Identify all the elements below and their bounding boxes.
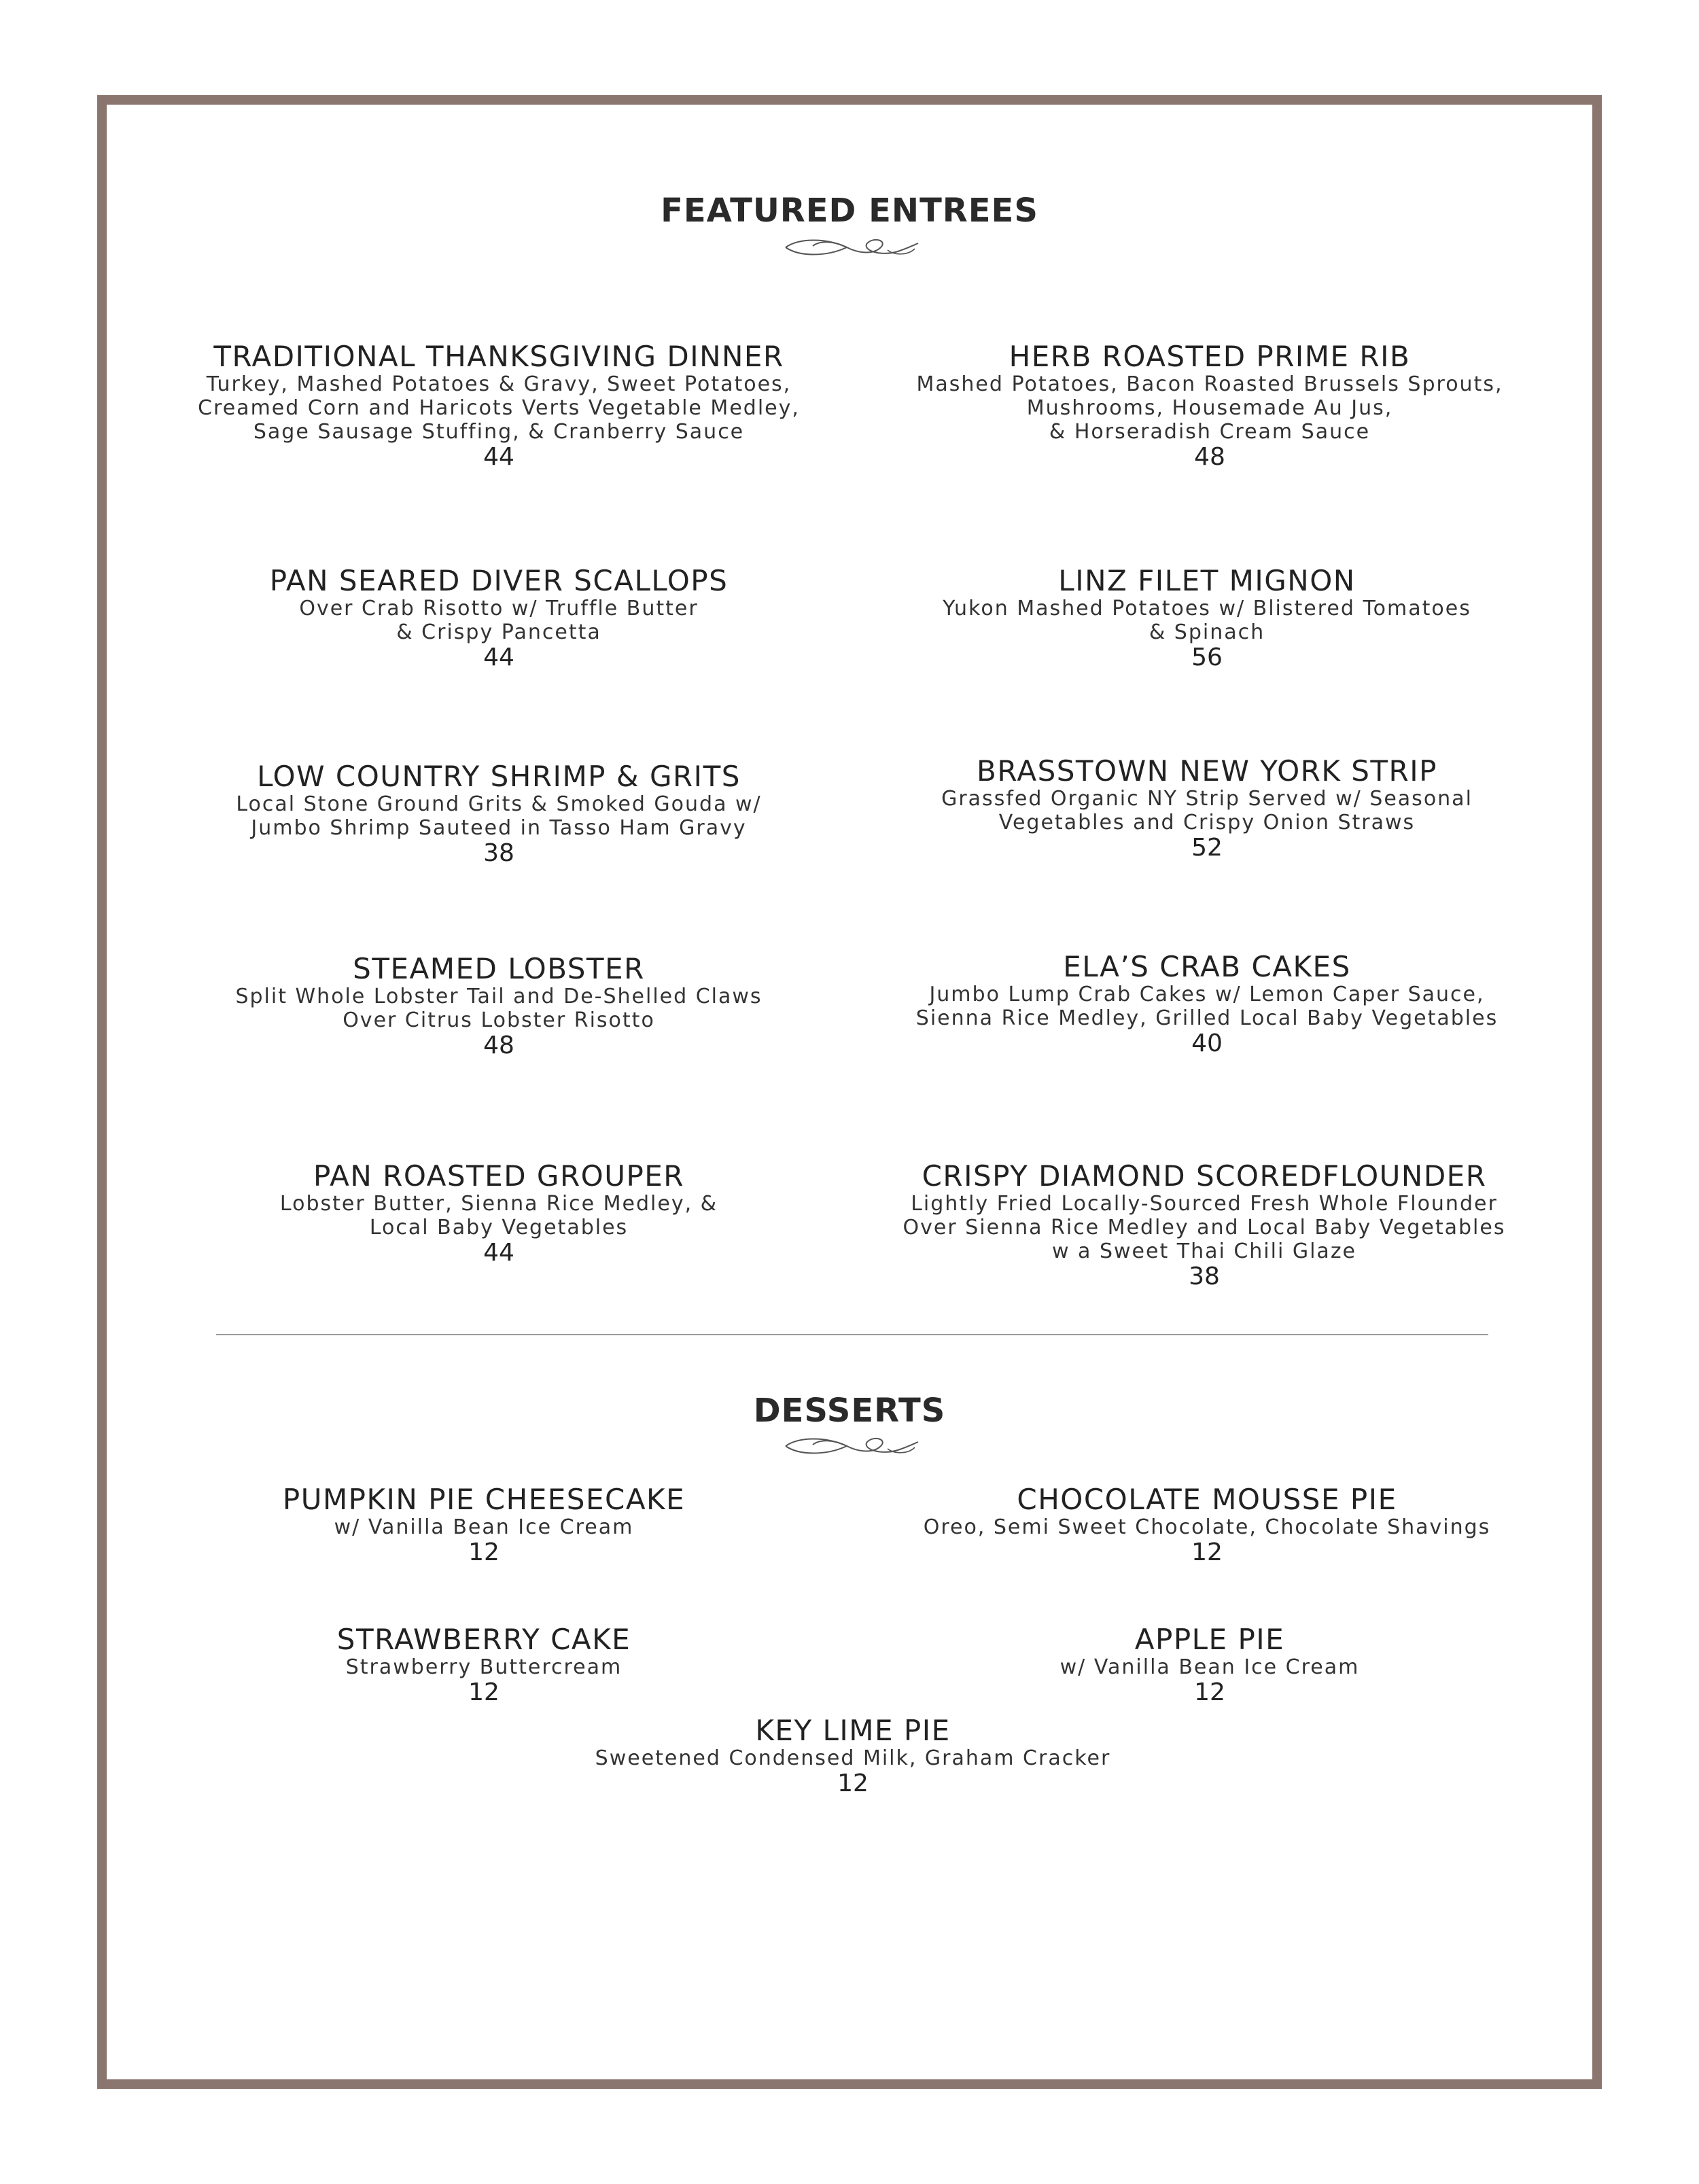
item-description-line: Vegetables and Crispy Onion Straws <box>998 811 1416 834</box>
item-name: CRISPY DIAMOND SCOREDFLOUNDER <box>922 1159 1487 1193</box>
menu-item <box>924 1484 1491 1566</box>
menu-item <box>903 1161 1506 1290</box>
item-name: STRAWBERRY CAKE <box>336 1623 631 1656</box>
item-name: PAN ROASTED GROUPER <box>313 1159 684 1193</box>
item-description-line: w a Sweet Thai Chili Glaze <box>1051 1239 1357 1263</box>
item-description-line: Sienna Rice Medley, Grilled Local Baby Vegetables <box>915 1006 1499 1030</box>
item-name: PAN SEARED DIVER SCALLOPS <box>269 564 729 597</box>
item-price: 12 <box>468 1538 500 1566</box>
item-price: 48 <box>483 1032 514 1059</box>
item-price: 38 <box>483 839 514 867</box>
menu-item <box>236 761 761 867</box>
item-description-line: w/ Vanilla Bean Ice Cream <box>334 1515 634 1539</box>
item-price: 44 <box>483 443 514 471</box>
item-name: STEAMED LOBSTER <box>353 952 645 985</box>
item-description-line: Over Sienna Rice Medley and Local Baby Vegetables <box>903 1216 1506 1239</box>
item-price: 12 <box>468 1678 500 1706</box>
item-name: ELA’S CRAB CAKES <box>1063 950 1351 983</box>
item-description-line: Yukon Mashed Potatoes w/ Blistered Tomatoes <box>943 597 1471 620</box>
item-description-line: Oreo, Semi Sweet Chocolate, Chocolate Shavings <box>923 1515 1491 1539</box>
item-description-line: Jumbo Lump Crab Cakes w/ Lemon Caper Sauce, <box>929 983 1485 1006</box>
item-description-line: Sweetened Condensed Milk, Graham Cracker <box>595 1746 1111 1770</box>
menu-item <box>283 1484 685 1566</box>
item-description-line: & Horseradish Cream Sauce <box>1049 420 1371 444</box>
item-description-line: Split Whole Lobster Tail and De-Shelled Claws <box>235 985 763 1008</box>
item-price: 38 <box>1189 1263 1220 1290</box>
item-name: BRASSTOWN NEW YORK STRIP <box>977 754 1437 788</box>
entrees-heading: FEATURED ENTREES <box>661 192 1038 230</box>
section-divider <box>216 1334 1488 1335</box>
item-description-line: Local Stone Ground Grits & Smoked Gouda w/ <box>236 792 762 816</box>
item-name: PUMPKIN PIE CHEESECAKE <box>282 1483 686 1516</box>
menu-item <box>1060 1624 1360 1706</box>
menu-item <box>595 1715 1111 1797</box>
item-price: 56 <box>1191 644 1223 671</box>
menu-item <box>941 756 1473 862</box>
item-name: LOW COUNTRY SHRIMP & GRITS <box>257 760 741 793</box>
item-description-line: Turkey, Mashed Potatoes & Gravy, Sweet Potatoes, <box>206 372 792 396</box>
item-price: 12 <box>837 1769 869 1797</box>
menu-item <box>917 341 1503 471</box>
item-description-line: & Crispy Pancetta <box>396 620 601 644</box>
item-price: 44 <box>483 1239 514 1267</box>
item-price: 12 <box>1191 1538 1223 1566</box>
item-description-line: w/ Vanilla Bean Ice Cream <box>1059 1655 1360 1679</box>
desserts-heading: DESSERTS <box>753 1392 946 1430</box>
item-description-line: Sage Sausage Stuffing, & Cranberry Sauce <box>253 420 745 444</box>
item-description-line: Over Citrus Lobster Risotto <box>343 1008 655 1032</box>
item-name: LINZ FILET MIGNON <box>1058 564 1356 597</box>
flourish-ornament-icon <box>779 1430 922 1462</box>
item-description-line: & Spinach <box>1149 620 1265 644</box>
item-description-line: Creamed Corn and Haricots Verts Vegetable Medley, <box>198 396 800 420</box>
menu-item <box>235 953 762 1059</box>
menu-item <box>337 1624 631 1706</box>
item-price: 40 <box>1191 1029 1223 1057</box>
item-description-line: Grassfed Organic NY Strip Served w/ Seasonal <box>941 787 1473 811</box>
menu-item <box>943 565 1471 671</box>
item-price: 44 <box>483 644 514 671</box>
item-description-line: Jumbo Shrimp Sauteed in Tasso Ham Gravy <box>251 816 747 840</box>
flourish-ornament-icon <box>779 231 922 264</box>
item-name: HERB ROASTED PRIME RIB <box>1009 340 1411 373</box>
menu-item <box>270 565 729 671</box>
item-price: 48 <box>1194 443 1225 471</box>
item-description-line: Mashed Potatoes, Bacon Roasted Brussels Sprouts, <box>916 372 1503 396</box>
item-description-line: Local Baby Vegetables <box>369 1216 629 1239</box>
item-name: APPLE PIE <box>1134 1623 1285 1656</box>
item-description-line: Over Crab Risotto w/ Truffle Butter <box>299 597 699 620</box>
item-price: 52 <box>1191 834 1223 862</box>
item-description-line: Lightly Fried Locally-Sourced Fresh Whole Flounder <box>911 1192 1498 1216</box>
menu-item <box>916 951 1498 1057</box>
menu-item <box>280 1161 718 1267</box>
menu-item <box>198 341 800 471</box>
item-name: KEY LIME PIE <box>755 1714 951 1747</box>
item-description-line: Mushrooms, Housemade Au Jus, <box>1026 396 1393 420</box>
item-name: TRADITIONAL THANKSGIVING DINNER <box>213 340 784 373</box>
item-description-line: Lobster Butter, Sienna Rice Medley, & <box>279 1192 718 1216</box>
item-description-line: Strawberry Buttercream <box>345 1655 623 1679</box>
item-price: 12 <box>1194 1678 1225 1706</box>
item-name: CHOCOLATE MOUSSE PIE <box>1017 1483 1397 1516</box>
